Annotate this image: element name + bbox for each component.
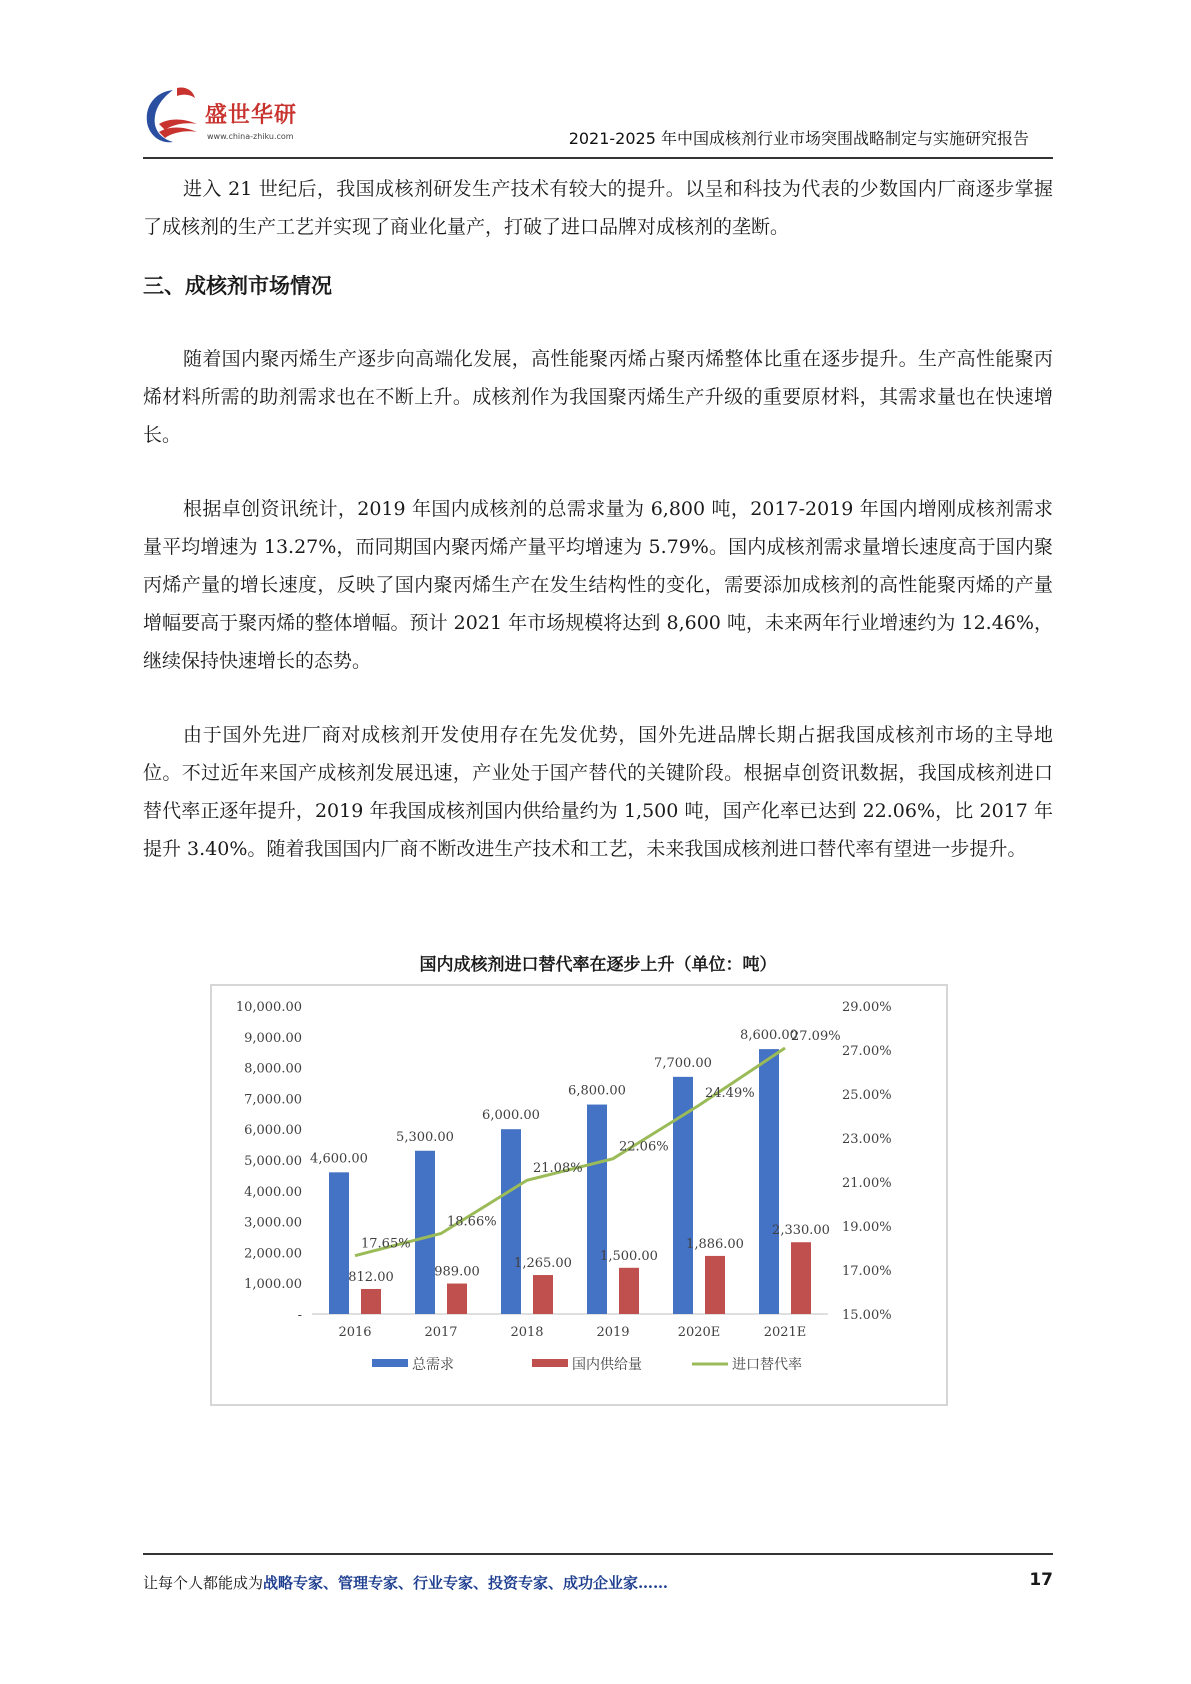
legend-swatch-bar	[532, 1359, 568, 1367]
footer-highlight: 战略专家、管理专家、行业专家、投资专家、成功企业家……	[263, 1574, 669, 1592]
left-axis-tick-label: 2,000.00	[244, 1246, 302, 1262]
page-header	[143, 80, 1053, 158]
left-axis-tick-label: 7,000.00	[244, 1092, 302, 1108]
bar-total-demand	[587, 1105, 607, 1314]
header-divider	[143, 157, 1053, 159]
data-label-import-substitution-rate: 18.66%	[447, 1214, 497, 1230]
paragraph-2: 随着国内聚丙烯生产逐步向高端化发展，高性能聚丙烯占聚丙烯整体比重在逐步提升。生产高性能聚丙烯材料所需的助剂需求也在不断上升。成核剂作为我国聚丙烯生产升级的重要原材料，其需求量也在快速增长。	[143, 348, 1053, 446]
section-title: 三、成核剂市场情况	[143, 274, 332, 298]
legend-swatch-bar	[372, 1359, 408, 1367]
data-label-domestic-supply: 989.00	[434, 1264, 480, 1280]
bar-total-demand	[759, 1049, 779, 1314]
footer-slogan	[143, 1572, 668, 1593]
data-label-total-demand: 7,700.00	[654, 1055, 712, 1071]
right-axis-tick-label: 29.00%	[842, 1000, 892, 1015]
x-axis-tick-label: 2021E	[763, 1325, 807, 1340]
data-label-total-demand: 5,300.00	[396, 1129, 454, 1145]
bar-total-demand	[501, 1129, 521, 1314]
right-axis-tick-label: 15.00%	[842, 1308, 892, 1323]
brand-name: 盛世华研	[205, 103, 298, 128]
left-axis-tick-label: 8,000.00	[244, 1061, 302, 1077]
bar-domestic-supply	[791, 1242, 811, 1314]
logo-icon	[143, 84, 203, 148]
right-axis-tick-label: 27.00%	[842, 1044, 892, 1059]
report-title: 2021-2025 年中国成核剂行业市场突围战略制定与实施研究报告	[568, 129, 1029, 148]
page-number: 17	[1029, 1570, 1053, 1590]
brand-url: www.china-zhiku.com	[207, 132, 294, 141]
right-axis-tick-label: 25.00%	[842, 1088, 892, 1103]
bar-total-demand	[415, 1151, 435, 1314]
left-axis-tick-label: 10,000.00	[235, 1000, 302, 1015]
chart-title: 国内成核剂进口替代率在逐步上升（单位：吨）	[419, 955, 777, 975]
chart-frame	[210, 984, 948, 1406]
data-label-domestic-supply: 1,886.00	[686, 1236, 744, 1252]
data-label-domestic-supply: 2,330.00	[772, 1223, 830, 1239]
bar-domestic-supply	[619, 1268, 639, 1314]
paragraph-3: 根据卓创资讯统计，2019 年国内成核剂的总需求量为 6,800 吨，2017-2019 年国内增刚成核剂需求量平均增速为 13.27%，而同期国内聚丙烯产量平均增速为 5.79%。国内成核剂需求量增长速度高于国内聚丙烯产量的增长速度，反映了国内聚丙烯生产在发生结构性的变化，需要添加成核剂的高性能聚丙烯的产量增幅要高于聚丙烯的整体增幅。预计 2021 年市场规模将达到 8,600 吨，未来两年行业增速约为 12.46%，继续保持快速增长的态势。	[143, 498, 1053, 672]
data-label-domestic-supply: 812.00	[348, 1269, 394, 1285]
paragraph-4: 由于国外先进厂商对成核剂开发使用存在先发优势，国外先进品牌长期占据我国成核剂市场的主导地位。不过近年来国产成核剂发展迅速，产业处于国产替代的关键阶段。根据卓创资讯数据，我国成核剂进口替代率正逐年提升，2019 年我国成核剂国内供给量约为 1,500 吨，国产化率已达到 22.06%，比 2017 年提升 3.40%。随着我国国内厂商不断改进生产技术和工艺，未来我国成核剂进口替代率有望进一步提升。	[143, 724, 1053, 860]
data-label-import-substitution-rate: 24.49%	[705, 1086, 755, 1102]
data-label-import-substitution-rate: 27.09%	[791, 1029, 841, 1045]
bar-domestic-supply	[361, 1289, 381, 1314]
x-axis-tick-label: 2018	[510, 1325, 544, 1340]
paragraph-1: 进入 21 世纪后，我国成核剂研发生产技术有较大的提升。以呈和科技为代表的少数国内厂商逐步掌握了成核剂的生产工艺并实现了商业化量产，打破了进口品牌对成核剂的垄断。	[143, 178, 1053, 238]
right-axis-tick-label: 19.00%	[842, 1220, 892, 1235]
legend-label: 进口替代率	[732, 1357, 802, 1373]
left-axis-tick-label: 5,000.00	[244, 1154, 302, 1169]
footer-prefix: 让每个人都能成为	[143, 1574, 264, 1592]
left-axis-tick-label: 4,000.00	[244, 1184, 302, 1200]
data-label-total-demand: 6,800.00	[568, 1083, 626, 1099]
right-axis-tick-label: 23.00%	[842, 1132, 892, 1147]
left-axis-tick-label: -	[297, 1308, 302, 1323]
data-label-total-demand: 6,000.00	[482, 1108, 540, 1124]
bar-total-demand	[329, 1172, 349, 1314]
right-axis-tick-label: 21.00%	[842, 1176, 892, 1191]
data-label-domestic-supply: 1,265.00	[514, 1256, 572, 1272]
data-label-import-substitution-rate: 22.06%	[619, 1139, 669, 1155]
left-axis-tick-label: 9,000.00	[244, 1030, 302, 1046]
left-axis-tick-label: 6,000.00	[244, 1123, 302, 1139]
left-axis-tick-label: 1,000.00	[244, 1277, 302, 1293]
data-label-import-substitution-rate: 21.08%	[533, 1161, 583, 1177]
bar-domestic-supply	[533, 1275, 553, 1314]
legend-label: 国内供给量	[572, 1357, 642, 1373]
x-axis-tick-label: 2019	[596, 1325, 630, 1340]
x-axis-tick-label: 2020E	[677, 1325, 721, 1340]
right-axis-tick-label: 17.00%	[842, 1264, 892, 1279]
data-label-domestic-supply: 1,500.00	[600, 1248, 658, 1264]
data-label-total-demand: 8,600.00	[740, 1028, 798, 1044]
legend-label: 总需求	[412, 1357, 454, 1373]
bar-domestic-supply	[705, 1256, 725, 1314]
data-label-import-substitution-rate: 17.65%	[361, 1236, 411, 1252]
combo-chart	[212, 986, 946, 1404]
x-axis-tick-label: 2016	[338, 1325, 372, 1340]
bar-domestic-supply	[447, 1284, 467, 1314]
data-label-total-demand: 4,600.00	[310, 1151, 368, 1167]
footer-divider	[143, 1553, 1053, 1555]
left-axis-tick-label: 3,000.00	[244, 1215, 302, 1231]
x-axis-tick-label: 2017	[424, 1325, 458, 1340]
